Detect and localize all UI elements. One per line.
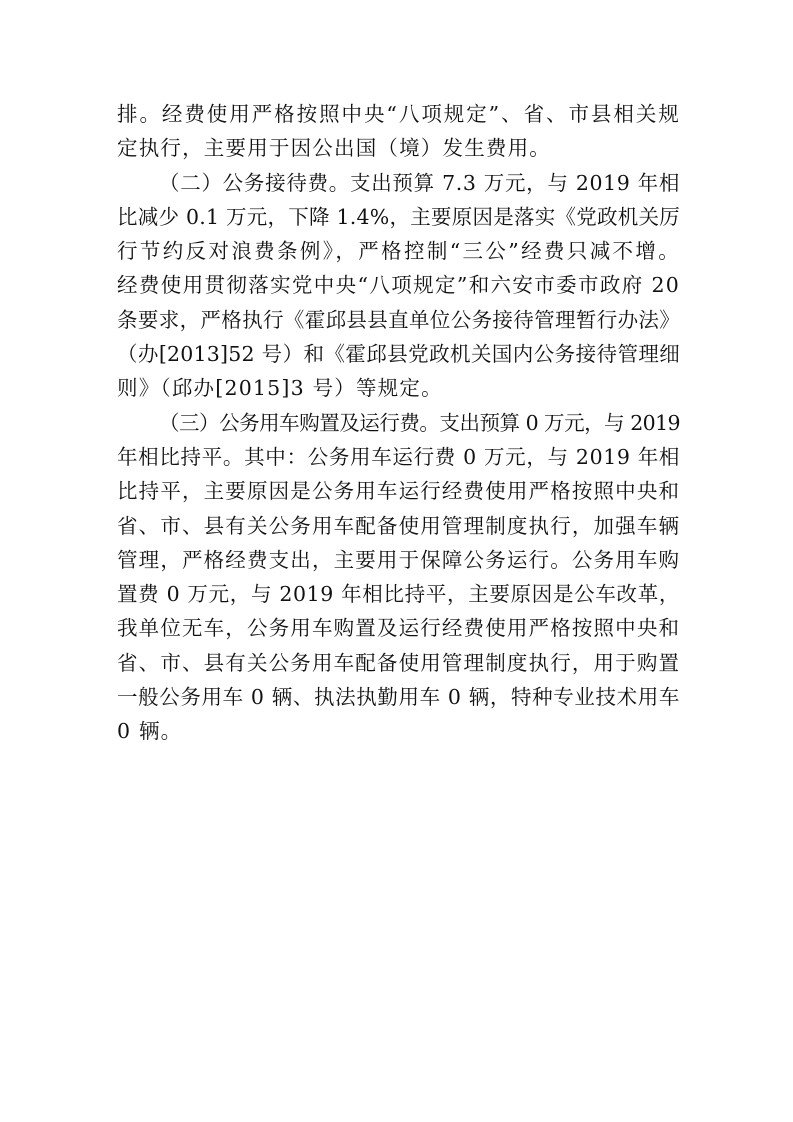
paragraph-official-reception <box>117 166 680 406</box>
text-line: 排。经费使用严格按照中央“八项规定”、省、市县相关规 <box>117 102 680 126</box>
text-line: 置费 0 万元，与 2019 年相比持平，主要原因是公车改革， <box>117 582 680 607</box>
text-line: 条要求，严格执行《霍邱县县直单位公务接待管理暂行办法》 <box>117 307 680 332</box>
text-line: 则》（邱办[2015]3 号）等规定。 <box>117 376 443 401</box>
text-line: 一般公务用车 0 辆、执法执勤用车 0 辆，特种专业技术用车 <box>117 685 680 710</box>
document-body <box>117 97 680 749</box>
text-line: 经费使用贯彻落实党中央“八项规定”和六安市委市政府 20 <box>117 273 680 298</box>
text-line: （办[2013]52 号）和《霍邱县党政机关国内公务接待管理细 <box>117 342 680 367</box>
text-line: 0 辆。 <box>117 719 183 744</box>
text-line: 省、市、县有关公务用车配备使用管理制度执行，用于购置 <box>117 650 680 675</box>
text-line: 管理，严格经费支出，主要用于保障公务运行。公务用车购 <box>117 547 680 572</box>
text-line: 比减少 0.1 万元，下降 1.4%，主要原因是落实《党政机关厉 <box>117 204 680 229</box>
text-line: 定执行，主要用于因公出国（境）发生费用。 <box>117 136 551 161</box>
text-line: （三）公务用车购置及运行费。支出预算 0 万元，与 2019 <box>159 410 680 435</box>
text-line: 省、市、县有关公务用车配备使用管理制度执行，加强车辆 <box>117 513 680 538</box>
paragraph-official-vehicles <box>117 406 680 749</box>
paragraph-travel-abroad-end <box>117 97 680 166</box>
text-line: 行节约反对浪费条例》，严格控制“三公”经费只减不增。 <box>117 239 680 264</box>
text-line: 年相比持平。其中：公务用车运行费 0 万元，与 2019 年相 <box>117 444 680 469</box>
text-line: （二）公务接待费。支出预算 7.3 万元，与 2019 年相 <box>159 170 680 195</box>
text-line: 我单位无车，公务用车购置及运行经费使用严格按照中央和 <box>117 616 680 641</box>
text-line: 比持平，主要原因是公务用车运行经费使用严格按照中央和 <box>117 479 680 504</box>
